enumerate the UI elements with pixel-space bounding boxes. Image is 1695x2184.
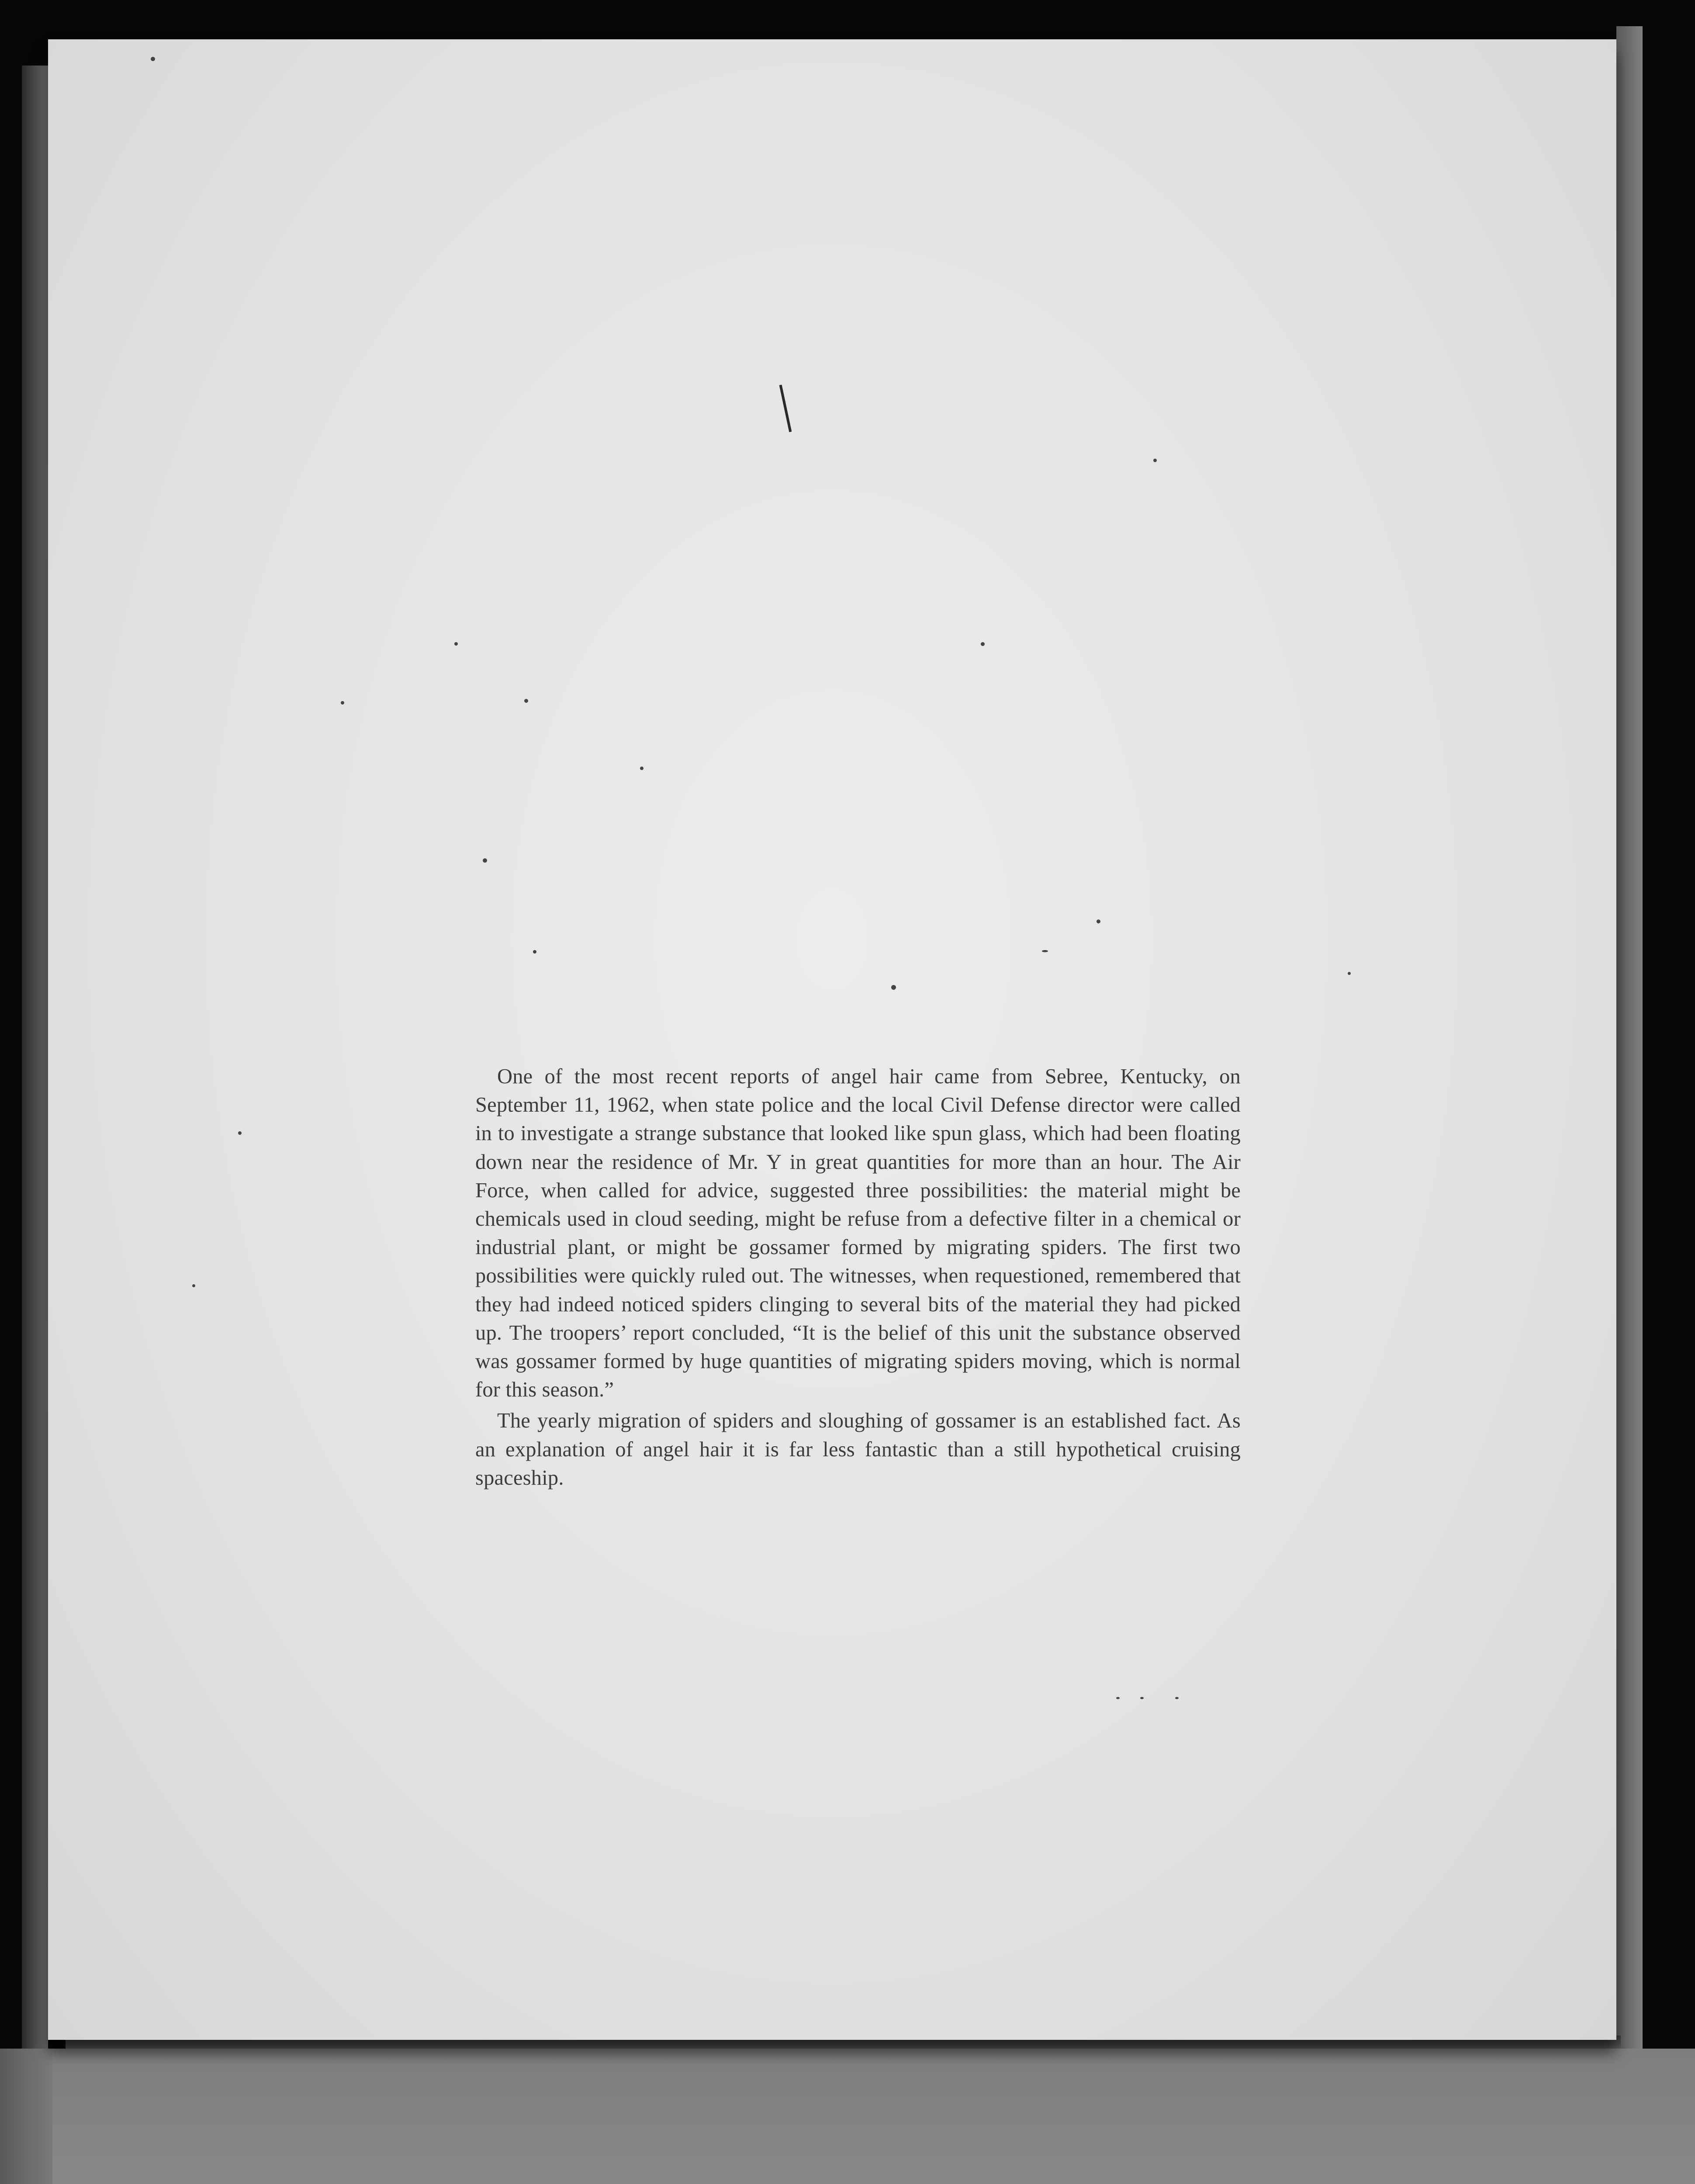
dust-speck — [891, 985, 896, 990]
dust-speck — [1097, 919, 1100, 923]
backing-board — [0, 2049, 1695, 2184]
dust-speck — [151, 57, 155, 61]
dust-speck — [454, 642, 458, 646]
dust-speck — [483, 858, 487, 863]
dust-speck — [1175, 1697, 1179, 1699]
dust-speck — [1042, 950, 1048, 952]
dust-speck — [1140, 1697, 1144, 1699]
left-edge-shadow — [22, 66, 48, 2049]
dust-speck — [1116, 1697, 1120, 1699]
dust-speck — [238, 1131, 242, 1135]
paper-sheet — [48, 39, 1616, 2040]
dust-speck — [524, 699, 528, 703]
paragraph: One of the most recent reports of angel hair came from Sebree, Kentucky, on September 11, 1962, when state police and the local Civil Defense director were called in to investigate a strange substance that looked like spun glass, which had been floating down near the residence of Mr. Y in great quantities for more than an hour. The Air Force, when called for advice, suggested three possibilities: the material might be chemicals used in cloud seeding, might be refuse from a defective filter in a chemical or industrial plant, or might be gossamer formed by migrating spiders. The first two possibilities were quickly ruled out. The witnesses, when requestioned, remembered that they had indeed noticed spiders clinging to several bits of the material they had picked up. The troopers’ report concluded, “It is the belief of this unit the substance observed was gossamer formed by huge quantities of migrating spiders moving, which is normal for this season.” — [475, 1065, 1241, 1402]
dust-speck — [981, 642, 985, 646]
right-edge-shadow — [1616, 26, 1643, 2049]
dust-speck — [533, 950, 536, 954]
dust-speck — [1348, 972, 1351, 975]
dust-speck — [640, 767, 643, 770]
paragraph: The yearly migration of spiders and sloughing of gossamer is an established fact. As an explanation of angel hair it is far less fantastic than a still hypothetical cruising spaceship. — [475, 1409, 1241, 1489]
body-text — [475, 1062, 1241, 1492]
dust-speck — [192, 1284, 195, 1287]
backing-board-edge — [0, 2049, 52, 2184]
dust-speck — [341, 701, 344, 705]
dust-speck — [1153, 459, 1157, 462]
